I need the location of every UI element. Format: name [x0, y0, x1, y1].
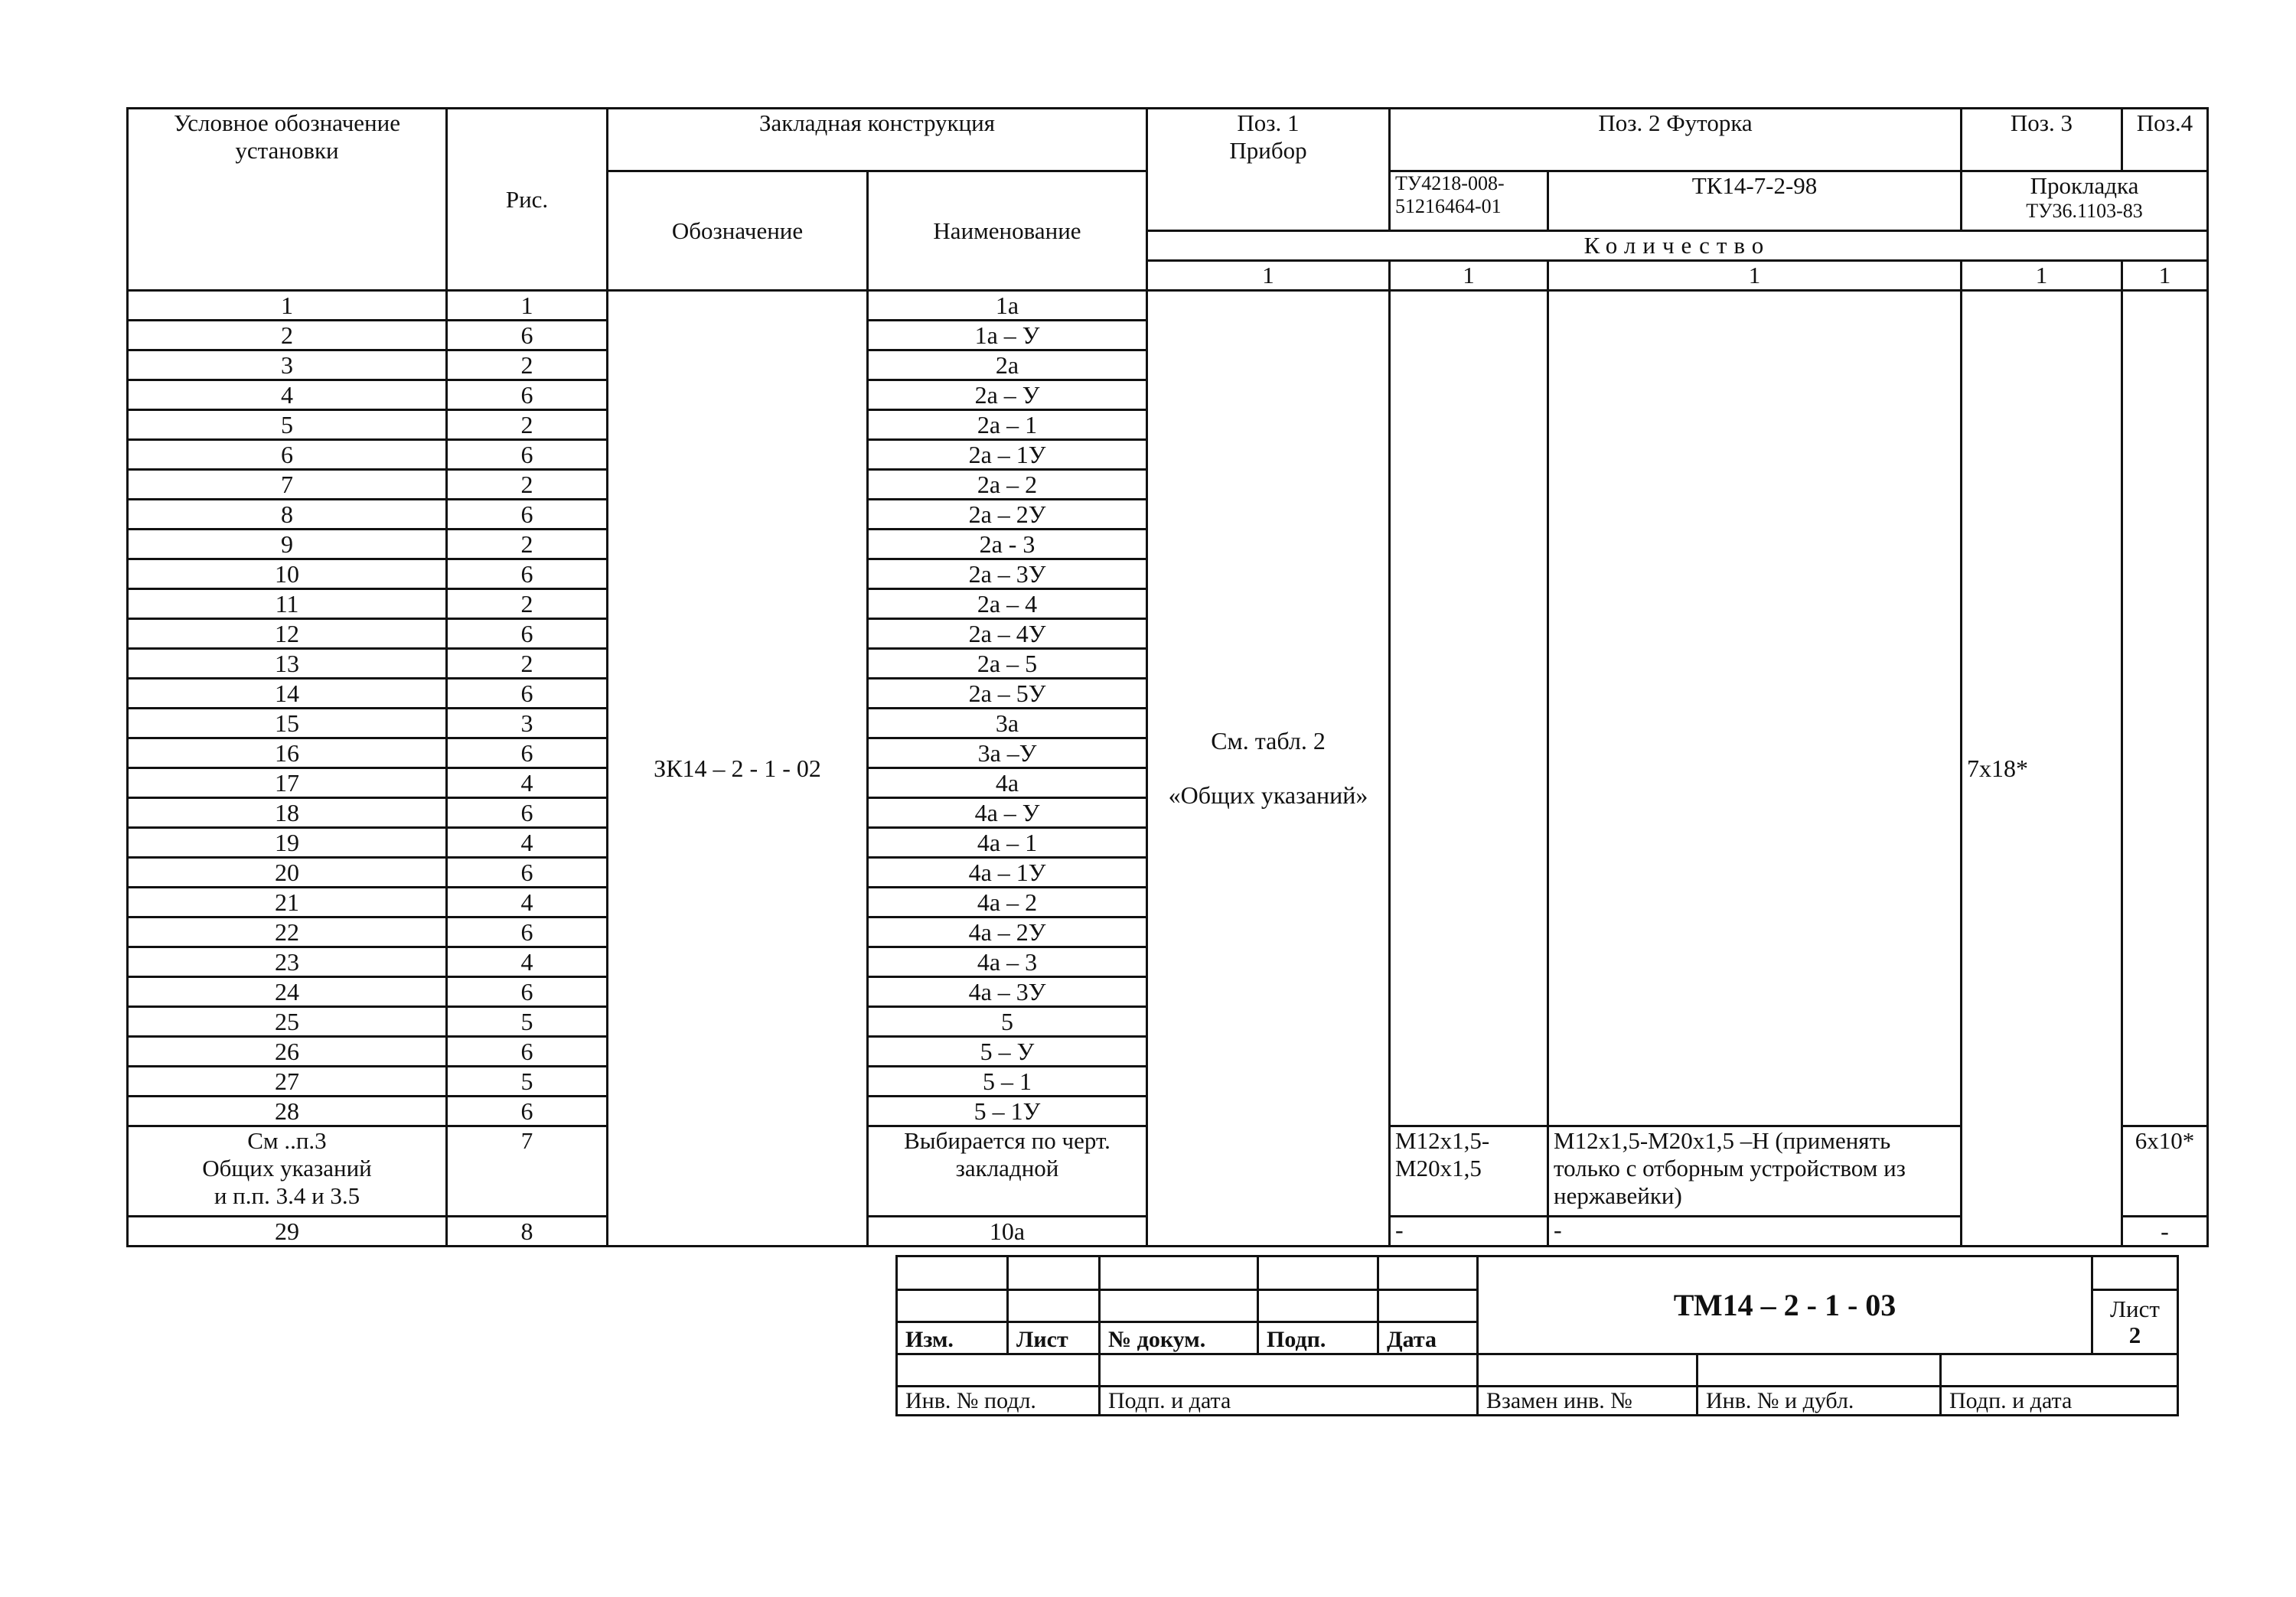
row-designation: 3	[128, 350, 447, 380]
row-designation: 5	[128, 410, 447, 440]
row-name: 4а – У	[868, 798, 1147, 828]
stamp-sign-date-1: Подп. и дата	[1100, 1387, 1478, 1416]
row-figure: 2	[447, 589, 608, 619]
row-name: 2а – 4У	[868, 619, 1147, 649]
row-see-name	[868, 1126, 1147, 1217]
stamp-blank	[1258, 1256, 1378, 1290]
row-name: 4а	[868, 768, 1147, 798]
row-see-designation	[128, 1126, 447, 1217]
row-figure: 6	[447, 380, 608, 410]
row-figure: 6	[447, 500, 608, 530]
gasket-size: 7х18*	[1962, 291, 2122, 1247]
row-figure: 6	[447, 679, 608, 709]
row-name: 1а	[868, 291, 1147, 321]
row-figure: 4	[447, 888, 608, 917]
qty-pos1: 1	[1147, 261, 1390, 291]
row-figure: 4	[447, 828, 608, 858]
installation-table	[126, 107, 2209, 1247]
title-block	[895, 1255, 2179, 1416]
see-line2: Общих указаний	[202, 1155, 372, 1181]
row-name: 4а – 2	[868, 888, 1147, 917]
see-line3: и п.п. 3.4 и 3.5	[214, 1182, 360, 1209]
stamp-blank	[1008, 1256, 1100, 1290]
row-designation: 12	[128, 619, 447, 649]
instrument-line1: См. табл. 2	[1211, 727, 1326, 755]
row-figure: 6	[447, 440, 608, 470]
row-name: 5 – У	[868, 1037, 1147, 1067]
row-designation: 14	[128, 679, 447, 709]
row-designation: 4	[128, 380, 447, 410]
row-designation: 26	[128, 1037, 447, 1067]
row-designation: 20	[128, 858, 447, 888]
row-designation: 2	[128, 321, 447, 350]
pos1-line2: Прибор	[1229, 137, 1307, 164]
pos1-line1: Поз. 1	[1237, 109, 1300, 136]
row-name: 2а – 2	[868, 470, 1147, 500]
row-name: 2а	[868, 350, 1147, 380]
stamp-blank	[897, 1256, 1008, 1290]
row-name: 2а – 1	[868, 410, 1147, 440]
row-designation: 11	[128, 589, 447, 619]
row-designation: 24	[128, 977, 447, 1007]
instrument-line2: «Общих указаний»	[1168, 781, 1368, 809]
row-name: 4а – 3У	[868, 977, 1147, 1007]
stamp-list: Лист	[1008, 1322, 1100, 1354]
stamp-blank	[897, 1290, 1008, 1322]
row-figure: 5	[447, 1067, 608, 1097]
qty-pos4: 1	[2122, 261, 2208, 291]
row-figure: 6	[447, 619, 608, 649]
row-figure: 6	[447, 1037, 608, 1067]
row-designation: 8	[128, 500, 447, 530]
row-see-pos2-tk: М12х1,5-М20х1,5 –Н (применять только с отборным устройством из нержавейки)	[1548, 1126, 1962, 1217]
row-designation: 15	[128, 709, 447, 738]
row-name: 3а –У	[868, 738, 1147, 768]
stamp-blank	[1100, 1354, 1478, 1387]
stamp-blank	[1378, 1256, 1478, 1290]
stamp-sign-date-2: Подп. и дата	[1941, 1387, 2178, 1416]
header-pos2-tu: ТУ4218-008-51216464-01	[1390, 171, 1548, 231]
header-pos3-gasket	[1962, 171, 2208, 231]
row-designation: 10	[128, 559, 447, 589]
row-see-pos4: 6х10*	[2122, 1126, 2208, 1217]
header-pos2: Поз. 2 Футорка	[1390, 109, 1962, 171]
gasket-line2: ТУ36.1103-83	[2026, 200, 2143, 222]
row-designation: 1	[128, 291, 447, 321]
stamp-blank	[2092, 1256, 2178, 1290]
row-figure: 1	[447, 291, 608, 321]
row-see-figure: 7	[447, 1126, 608, 1217]
pos2-tk-blank	[1548, 291, 1962, 1126]
row-name: 5 – 1	[868, 1067, 1147, 1097]
row29-figure: 8	[447, 1217, 608, 1247]
row-figure: 5	[447, 1007, 608, 1037]
header-emb-designation: Обозначение	[608, 171, 868, 291]
row-name: 2а - 3	[868, 530, 1147, 559]
row-figure: 6	[447, 798, 608, 828]
row-designation: 18	[128, 798, 447, 828]
row29-pos4: -	[2122, 1217, 2208, 1247]
row-see-pos2-tu: М12х1,5-М20х1,5	[1390, 1126, 1548, 1217]
row-designation: 13	[128, 649, 447, 679]
pos4-blank	[2122, 291, 2208, 1126]
row-designation: 9	[128, 530, 447, 559]
row-name: 2а – 3У	[868, 559, 1147, 589]
row-name: 2а – 4	[868, 589, 1147, 619]
row-figure: 4	[447, 947, 608, 977]
stamp-blank	[897, 1354, 1100, 1387]
row-designation: 19	[128, 828, 447, 858]
row-figure: 2	[447, 410, 608, 440]
row-designation: 7	[128, 470, 447, 500]
stamp-doc: № докум.	[1100, 1322, 1258, 1354]
instrument-note	[1147, 291, 1390, 1247]
row-figure: 2	[447, 470, 608, 500]
row-designation: 6	[128, 440, 447, 470]
row-name: 3а	[868, 709, 1147, 738]
row-name: 2а – 5	[868, 649, 1147, 679]
qty-pos2-tk: 1	[1548, 261, 1962, 291]
row29-name: 10а	[868, 1217, 1147, 1247]
row-designation: 16	[128, 738, 447, 768]
row-figure: 6	[447, 977, 608, 1007]
row-name: 2а – 1У	[868, 440, 1147, 470]
stamp-blank	[1378, 1290, 1478, 1322]
stamp-blank	[1941, 1354, 2178, 1387]
header-pos2-tk: ТК14-7-2-98	[1548, 171, 1962, 231]
see-name-line1: Выбирается по черт.	[904, 1127, 1110, 1154]
row-figure: 2	[447, 530, 608, 559]
row-figure: 6	[447, 917, 608, 947]
stamp-blank	[1478, 1354, 1698, 1387]
stamp-inv-orig: Инв. № подл.	[897, 1387, 1100, 1416]
row-designation: 27	[128, 1067, 447, 1097]
row-name: 2а – 2У	[868, 500, 1147, 530]
row-figure: 4	[447, 768, 608, 798]
row-figure: 2	[447, 350, 608, 380]
stamp-izm: Изм.	[897, 1322, 1008, 1354]
stamp-blank	[1258, 1290, 1378, 1322]
row-name: 4а – 2У	[868, 917, 1147, 947]
stamp-date: Дата	[1378, 1322, 1478, 1354]
header-quantity: Количество	[1147, 231, 2208, 261]
header-figure: Рис.	[447, 109, 608, 291]
row29-pos2-tu: -	[1390, 1217, 1548, 1247]
row-figure: 6	[447, 321, 608, 350]
stamp-blank	[1100, 1256, 1258, 1290]
header-embedded: Закладная конструкция	[608, 109, 1147, 171]
header-pos4: Поз.4	[2122, 109, 2208, 171]
row-figure: 6	[447, 738, 608, 768]
embedded-code: ЗК14 – 2 - 1 - 02	[608, 291, 868, 1247]
stamp-sign: Подп.	[1258, 1322, 1378, 1354]
row-figure: 3	[447, 709, 608, 738]
pos2-tu-blank	[1390, 291, 1548, 1126]
header-emb-name: Наименование	[868, 171, 1147, 291]
see-name-line2: закладной	[955, 1155, 1059, 1181]
row-name: 4а – 3	[868, 947, 1147, 977]
header-pos1	[1147, 109, 1390, 231]
table-row	[128, 291, 2208, 321]
row-designation: 25	[128, 1007, 447, 1037]
row29-designation: 29	[128, 1217, 447, 1247]
row-designation: 17	[128, 768, 447, 798]
row-name: 2а – 5У	[868, 679, 1147, 709]
row-name: 4а – 1У	[868, 858, 1147, 888]
row-designation: 23	[128, 947, 447, 977]
row-figure: 2	[447, 649, 608, 679]
row-name: 2а – У	[868, 380, 1147, 410]
see-line1: См ..п.3	[247, 1127, 327, 1154]
row-figure: 6	[447, 858, 608, 888]
row-name: 5	[868, 1007, 1147, 1037]
stamp-replace-inv: Взамен инв. №	[1478, 1387, 1698, 1416]
document-code: ТМ14 – 2 - 1 - 03	[1478, 1256, 2092, 1354]
sheet-box	[2092, 1290, 2178, 1354]
row29-pos2-tk: -	[1548, 1217, 1962, 1247]
row-name: 4а – 1	[868, 828, 1147, 858]
sheet-number: 2	[2128, 1321, 2141, 1348]
qty-pos3: 1	[1962, 261, 2122, 291]
row-name: 1а – У	[868, 321, 1147, 350]
header-pos3: Поз. 3	[1962, 109, 2122, 171]
row-designation: 28	[128, 1097, 447, 1126]
row-figure: 6	[447, 559, 608, 589]
stamp-blank	[1698, 1354, 1941, 1387]
row-figure: 6	[447, 1097, 608, 1126]
gasket-line1: Прокладка	[2030, 172, 2139, 199]
row-name: 5 – 1У	[868, 1097, 1147, 1126]
sheet-label: Лист	[2110, 1295, 2160, 1322]
row-designation: 22	[128, 917, 447, 947]
row-designation: 21	[128, 888, 447, 917]
header-designation: Условное обозначение установки	[128, 109, 447, 291]
qty-pos2-tu: 1	[1390, 261, 1548, 291]
stamp-inv-dup: Инв. № и дубл.	[1698, 1387, 1941, 1416]
stamp-blank	[1008, 1290, 1100, 1322]
stamp-blank	[1100, 1290, 1258, 1322]
